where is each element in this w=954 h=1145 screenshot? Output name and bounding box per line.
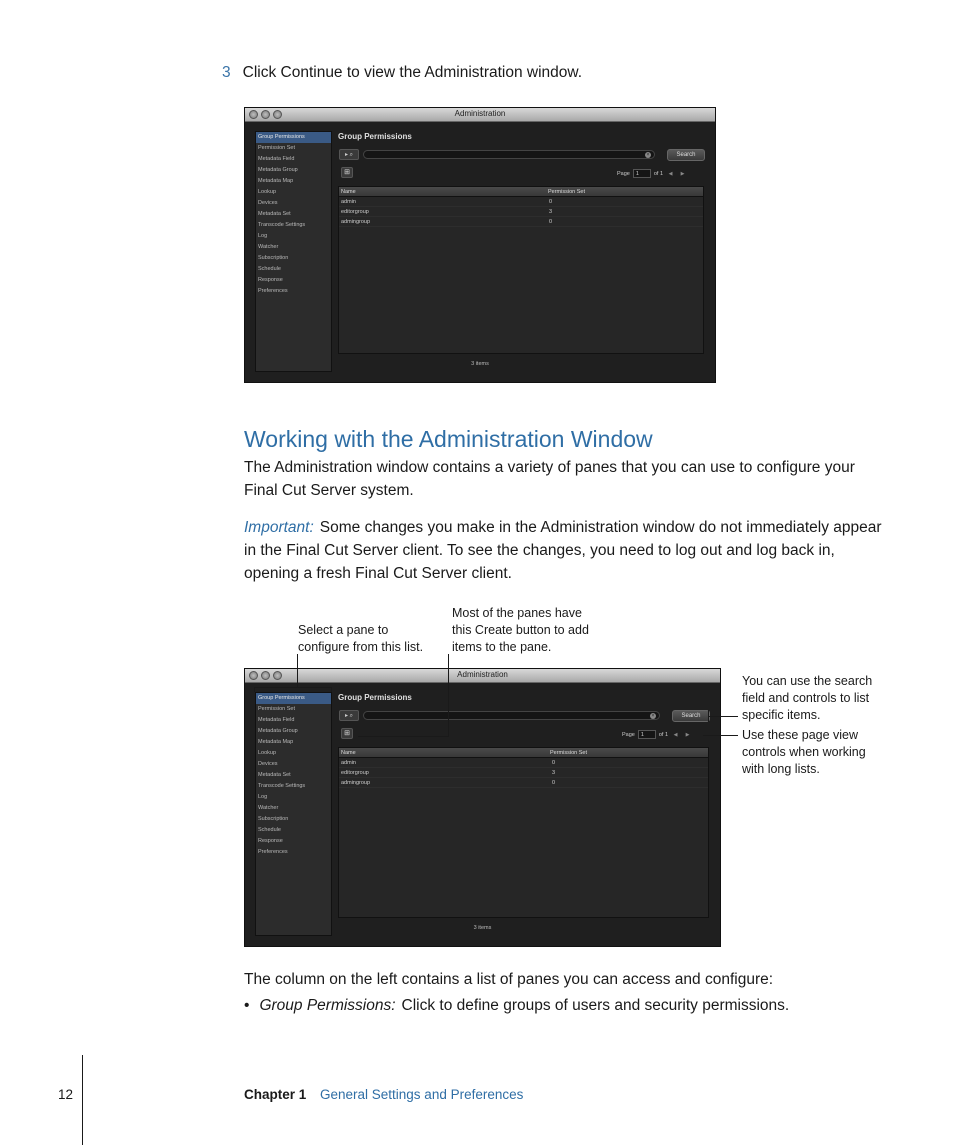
administration-window-screenshot	[244, 107, 716, 383]
search-input[interactable]	[363, 150, 655, 159]
sidebar-item[interactable]: Preferences	[258, 288, 288, 294]
leader-line-create-horizontal	[358, 736, 449, 737]
bracket-right	[331, 687, 332, 692]
bullet-lead: Group Permissions:	[259, 997, 396, 1014]
table-row[interactable]	[339, 197, 703, 207]
cell-name: editorgroup	[341, 209, 369, 215]
step-number: 3	[222, 64, 231, 81]
create-button[interactable]	[341, 167, 353, 178]
leader-line-search	[708, 716, 738, 717]
cell-name: admin	[341, 760, 356, 766]
title-bar[interactable]	[245, 669, 720, 683]
create-icon: ⊞	[344, 730, 350, 737]
clear-search-icon[interactable]: ×	[646, 152, 650, 158]
page-stepper[interactable]: 1	[633, 169, 651, 178]
important-note	[244, 516, 884, 585]
window-title: Administration	[457, 670, 508, 679]
footer-rule	[82, 1055, 83, 1145]
sidebar-item[interactable]: Subscription	[258, 255, 289, 261]
section-intro: The Administration window contains a variety of panes that you can use to configure your Final Cut Server system.	[244, 459, 855, 499]
sidebar-item[interactable]: Devices	[258, 200, 278, 206]
sidebar-item[interactable]: Transcode Settings	[258, 222, 306, 228]
column-header-permission-set[interactable]: Permission Set	[550, 750, 587, 756]
search-input[interactable]	[363, 711, 660, 720]
sidebar-item[interactable]: Group Permissions	[256, 132, 331, 143]
page-label: Page	[622, 731, 635, 738]
create-icon: ⊞	[344, 169, 350, 176]
callout-search: You can use the search field and controls to list specific items.	[742, 674, 873, 722]
table-row[interactable]	[339, 778, 708, 788]
cell-permission-set: 0	[549, 219, 553, 225]
sidebar-item[interactable]: Subscription	[258, 816, 289, 822]
bullet-group-permissions	[244, 997, 789, 1015]
cell-permission-set: 0	[552, 760, 556, 766]
sidebar-item[interactable]: Response	[258, 838, 283, 844]
sidebar-item[interactable]: Schedule	[258, 266, 281, 272]
sidebar-item[interactable]: Preferences	[258, 849, 288, 855]
leader-line-create	[448, 654, 449, 736]
page-label: Page	[617, 170, 630, 177]
cell-name: editorgroup	[341, 770, 369, 776]
leader-line-pane-list	[297, 654, 298, 688]
cell-name: admin	[341, 199, 356, 205]
sidebar-item[interactable]: Group Permissions	[256, 693, 331, 704]
step-3	[222, 64, 582, 82]
pane-list	[255, 131, 332, 372]
table-row[interactable]	[339, 217, 703, 227]
pane-title: Group Permissions	[338, 132, 412, 141]
page-stepper[interactable]: 1	[638, 730, 656, 739]
footer-chapter-title: General Settings and Preferences	[320, 1087, 524, 1102]
important-label: Important:	[244, 519, 314, 536]
sidebar-item[interactable]: Permission Set	[258, 706, 295, 712]
cell-permission-set: 0	[549, 199, 553, 205]
search-options-button[interactable]: ▸ ⌕	[339, 710, 359, 721]
sidebar-item[interactable]: Metadata Map	[258, 178, 294, 184]
item-count: 3 items	[471, 361, 489, 367]
next-page-icon[interactable]: ▶	[685, 731, 690, 738]
search-button[interactable]: Search	[672, 710, 710, 722]
table-row[interactable]	[339, 768, 708, 778]
cell-name: admingroup	[341, 780, 371, 786]
create-button[interactable]	[341, 728, 353, 739]
bullet-text: Click to define groups of users and security permissions.	[401, 997, 790, 1014]
administration-window-annotated-screenshot	[244, 668, 721, 947]
sidebar-item[interactable]: Metadata Field	[258, 156, 295, 162]
next-page-icon[interactable]: ▶	[680, 170, 685, 177]
table-header	[339, 748, 708, 758]
search-options-button[interactable]: ▸ ⌕	[339, 149, 359, 160]
important-text: Some changes you make in the Administration window do not immediately appear in the Final Cut Server client. To see the changes, you need to log out and log back in, opening a fresh Final Cut Server client.	[244, 519, 882, 582]
bracket-left	[254, 687, 255, 692]
page-number: 12	[58, 1087, 74, 1102]
footer-chapter: Chapter 1	[244, 1087, 307, 1102]
cell-permission-set: 3	[552, 770, 556, 776]
bracket-pane-list	[254, 687, 332, 688]
column-description: The column on the left contains a list of panes you can access and configure:	[244, 971, 774, 988]
column-header-name[interactable]: Name	[341, 750, 356, 756]
item-count: 3 items	[473, 925, 492, 931]
page-controls	[617, 169, 687, 178]
permissions-table	[338, 186, 704, 354]
table-header	[339, 187, 703, 197]
sidebar-item[interactable]: Log	[258, 233, 268, 239]
sidebar-item[interactable]: Metadata Set	[258, 772, 291, 778]
callout-create-button: Most of the panes have this Create button to add items to the pane.	[452, 606, 589, 654]
cell-permission-set: 3	[549, 209, 553, 215]
search-button[interactable]: Search	[667, 149, 705, 161]
sidebar-item[interactable]: Metadata Field	[258, 717, 295, 723]
callout-pane-list: Select a pane to configure from this list.	[298, 623, 424, 654]
sidebar-item[interactable]: Permission Set	[258, 145, 295, 151]
sidebar-item[interactable]: Log	[258, 794, 268, 800]
page-controls	[622, 730, 692, 739]
clear-search-icon[interactable]: ×	[651, 713, 655, 719]
pane-list	[255, 692, 332, 936]
column-header-permission-set[interactable]: Permission Set	[548, 189, 585, 195]
leader-line-page-view	[703, 735, 738, 736]
page-of: of 1	[653, 170, 664, 177]
sidebar-item[interactable]: Response	[258, 277, 283, 283]
sidebar-item[interactable]: Devices	[258, 761, 278, 767]
sidebar-item[interactable]: Watcher	[258, 244, 279, 250]
page-of: of 1	[658, 731, 669, 738]
pane-title: Group Permissions	[338, 693, 412, 702]
sidebar-item[interactable]: Metadata Group	[258, 167, 298, 173]
sidebar-item[interactable]: Metadata Group	[258, 728, 298, 734]
table-row[interactable]	[339, 207, 703, 217]
cell-name: admingroup	[341, 219, 371, 225]
table-row[interactable]	[339, 758, 708, 768]
permissions-table	[338, 747, 709, 918]
previous-page-icon[interactable]: ◀	[668, 170, 673, 177]
step-text: Click Continue to view the Administration window.	[242, 64, 583, 81]
bullet-dot-icon: •	[244, 997, 250, 1014]
sidebar-item[interactable]: Watcher	[258, 805, 279, 811]
sidebar-item[interactable]: Schedule	[258, 827, 281, 833]
sidebar-item[interactable]: Lookup	[258, 750, 277, 756]
sidebar-item[interactable]: Lookup	[258, 189, 277, 195]
column-header-name[interactable]: Name	[341, 189, 356, 195]
title-bar[interactable]	[245, 108, 715, 122]
sidebar-item[interactable]: Transcode Settings	[258, 783, 306, 789]
sidebar-item[interactable]: Metadata Map	[258, 739, 294, 745]
callout-page-view: Use these page view controls when working with long lists.	[742, 728, 866, 776]
section-title: Working with the Administration Window	[244, 426, 653, 452]
window-title: Administration	[454, 109, 506, 118]
cell-permission-set: 0	[552, 780, 556, 786]
previous-page-icon[interactable]: ◀	[673, 731, 678, 738]
sidebar-item[interactable]: Metadata Set	[258, 211, 291, 217]
